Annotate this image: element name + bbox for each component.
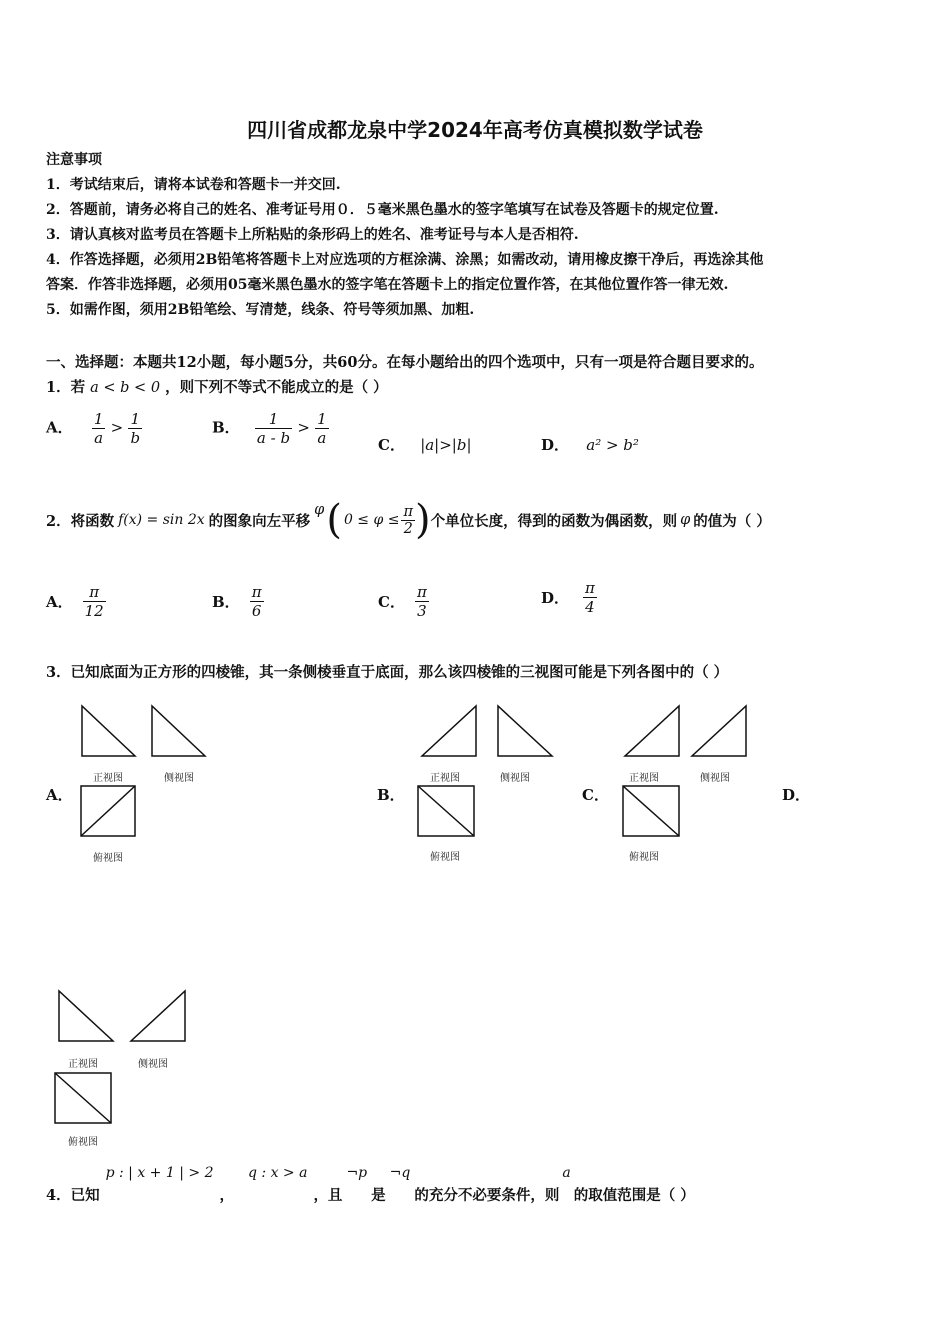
side-view-figure: [148, 703, 208, 759]
front-view-figure: [55, 988, 117, 1044]
q4-end: 的取值范围是（ ）: [573, 1187, 695, 1204]
page-title: 四川省成都龙泉中学2024年高考仿真模拟数学试卷: [247, 118, 703, 142]
q1-condition: a < b < 0: [90, 380, 161, 396]
top-view-figure: [78, 783, 138, 839]
notice-item: 1．考试结束后，请将本试卷和答题卡一并交回.: [46, 177, 341, 193]
frac-num: π: [585, 579, 595, 597]
side-view-figure: [127, 988, 189, 1044]
paren-close: ): [415, 497, 431, 543]
q4-is: 是: [371, 1187, 386, 1204]
frac-num: π: [403, 503, 413, 520]
question-2: [46, 496, 771, 544]
question-3: 3．已知底面为正方形的四棱锥，其一条侧棱垂直于底面，那么该四棱锥的三视图可能是下列各图中的（ ）: [46, 664, 729, 681]
q4-and: ，且: [313, 1187, 343, 1204]
notice-item: 4．作答选择题，必须用2B铅笔将答题卡上对应选项的方框涂满、涂黑；如需改动，请用橡皮擦干净后，再选涂其他: [46, 252, 764, 268]
notice-item: 3．请认真核对监考员在答题卡上所粘贴的条形码上的姓名、准考证号与本人是否相符.: [46, 227, 579, 243]
notice-item: 5．如需作图，须用2B铅笔绘、写清楚，线条、符号等须加黑、加粗.: [46, 302, 475, 318]
notice-item: 答案．作答非选择题，必须用05毫米黑色墨水的签字笔在答题卡上的指定位置作答，在其他位置作答一律无效.: [46, 277, 729, 293]
frac-den: 2: [401, 520, 415, 537]
q2-function: f(x) = sin 2x: [118, 512, 205, 528]
q2-phi: φ: [314, 502, 325, 518]
notice-heading: 注意事项: [46, 152, 102, 168]
option-label: C．: [378, 593, 405, 611]
front-view-caption: 正视图: [430, 773, 460, 784]
q1-option-a[interactable]: [46, 410, 142, 447]
top-view-figure: [52, 1070, 114, 1126]
frac-den: 12: [84, 602, 104, 620]
option-label: C．: [378, 436, 405, 454]
option-label: B．: [212, 418, 240, 437]
front-view-figure: [621, 703, 683, 759]
front-view-figure: [78, 703, 138, 759]
frac-den: a: [315, 428, 329, 447]
side-view-caption: 侧视图: [500, 773, 530, 784]
q3-option-b-label[interactable]: B．: [377, 786, 405, 804]
q2-phi: φ: [680, 512, 691, 528]
frac-num: π: [89, 583, 100, 601]
q2-end: 的值为（ ）: [693, 512, 771, 530]
frac-den: 3: [415, 601, 429, 620]
side-view-caption: 侧视图: [164, 773, 194, 784]
side-view-caption: 侧视图: [700, 773, 730, 784]
frac-num: 1: [93, 410, 104, 428]
frac-num: 1: [268, 410, 279, 428]
side-view-figure: [494, 703, 556, 759]
option-label: D．: [541, 436, 570, 454]
frac-den: 4: [583, 597, 597, 616]
front-view-caption: 正视图: [629, 773, 659, 784]
q1-option-c[interactable]: [378, 434, 472, 455]
question-1: [46, 376, 388, 397]
question-4: [46, 1165, 695, 1205]
q2-prefix: 2．将函数: [46, 512, 115, 530]
q2-suffix: 个单位长度，得到的函数为偶函数，则: [430, 512, 678, 530]
q1-option-b[interactable]: [212, 410, 329, 447]
option-label: D．: [541, 589, 570, 607]
q2-option-d[interactable]: [541, 579, 597, 616]
frac-den: 6: [250, 601, 264, 620]
side-view-figure: [688, 703, 750, 759]
operator: >: [297, 418, 310, 437]
frac-den: a: [92, 428, 106, 447]
q2-mid: 的图象向左平移: [208, 512, 311, 530]
q1-suffix: ，则下列不等式不能成立的是（ ）: [165, 379, 388, 396]
q4-not-q: ¬q: [389, 1165, 411, 1181]
option-label: A．: [46, 593, 73, 611]
frac-num: π: [251, 583, 262, 601]
q2-option-b[interactable]: [212, 583, 264, 620]
front-view-caption: 正视图: [68, 1059, 98, 1070]
option-expr: a² > b²: [586, 436, 639, 454]
side-view-caption: 侧视图: [138, 1059, 168, 1070]
notice-item: 2．答题前，请务必将自己的姓名、准考证号用０．５毫米黑色墨水的签字笔填写在试卷及答题卡的规定位置.: [46, 202, 719, 218]
q4-prefix: 4．已知: [46, 1187, 100, 1204]
q4-a: a: [562, 1165, 571, 1181]
q2-option-a[interactable]: [46, 583, 106, 620]
front-view-caption: 正视图: [93, 773, 123, 784]
option-label: A．: [46, 418, 73, 437]
top-view-caption: 俯视图: [68, 1137, 98, 1148]
frac-den: a - b: [256, 429, 291, 447]
top-view-figure: [415, 783, 477, 839]
frac-num: 1: [130, 410, 141, 428]
q4-not-p: ¬p: [346, 1165, 368, 1181]
operator: >: [110, 418, 124, 437]
q2-range: 0 ≤ φ ≤: [343, 512, 400, 528]
section-heading: 一、选择题：本题共12小题，每小题5分，共60分。在每小题给出的四个选项中，只有一项是符合题目要求的。: [46, 354, 764, 371]
q4-p: p : | x + 1 | > 2: [105, 1165, 214, 1181]
frac-den: b: [130, 429, 141, 447]
q3-option-d-label[interactable]: D．: [782, 786, 811, 804]
q3-option-a-label[interactable]: A．: [46, 786, 73, 804]
q1-prefix: 1．若: [46, 379, 86, 396]
top-view-caption: 俯视图: [430, 852, 460, 863]
q4-q: q : x > a: [247, 1165, 308, 1181]
top-view-figure: [620, 783, 682, 839]
q1-option-d[interactable]: [541, 434, 639, 455]
frac-num: π: [416, 583, 427, 601]
frac-num: 1: [317, 410, 327, 428]
q2-option-c[interactable]: [378, 583, 429, 620]
paren-open: (: [326, 497, 342, 543]
top-view-caption: 俯视图: [629, 852, 659, 863]
q3-option-c-label[interactable]: C．: [582, 786, 609, 804]
option-label: B．: [212, 593, 240, 611]
top-view-caption: 俯视图: [93, 853, 123, 864]
front-view-figure: [418, 703, 480, 759]
option-expr: |a|>|b|: [420, 436, 472, 454]
q4-comma: ，: [219, 1187, 234, 1204]
q4-mid: 的充分不必要条件，则: [414, 1187, 560, 1204]
